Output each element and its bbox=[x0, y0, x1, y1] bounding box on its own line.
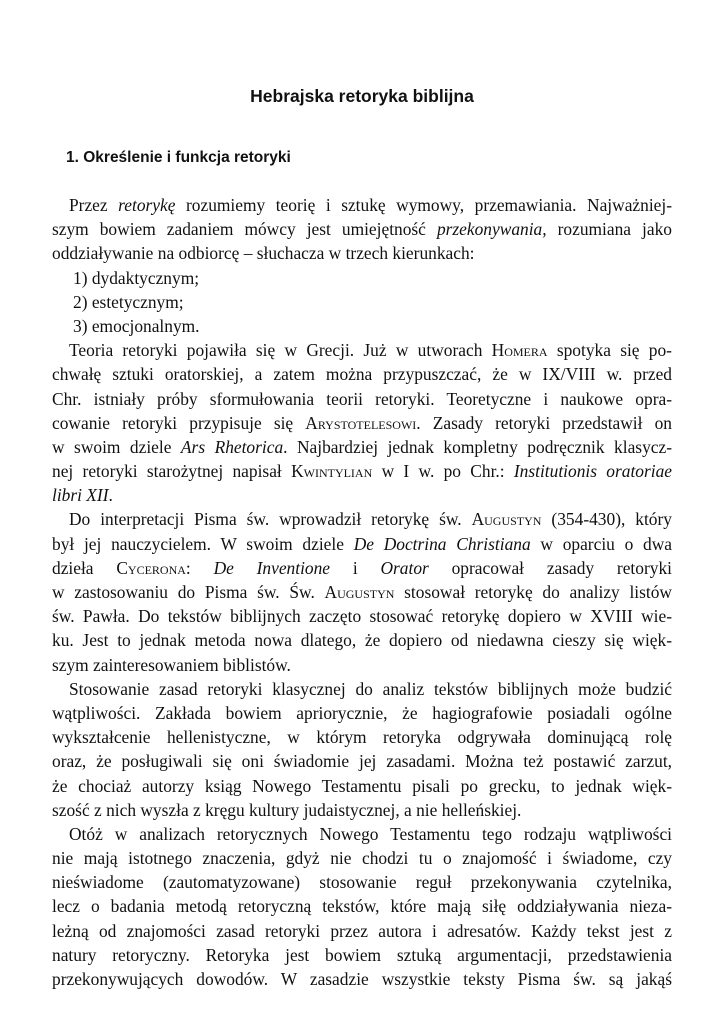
text-run: . Najbardziej jednak kompletny podręcznik klasycz- bbox=[283, 436, 672, 457]
text-run: . bbox=[108, 485, 113, 506]
text-run: wątpliwości. Zakłada bowiem apriorycznie, że hagiografowie posiadali ogólne bbox=[52, 702, 672, 723]
text-run: Przez bbox=[69, 195, 119, 215]
text-run: był jej nauczycielem. W swoim dziele bbox=[52, 533, 354, 554]
text-run: dzieła bbox=[52, 557, 117, 578]
text-run: przekonywujących dowodów. W zasadzie wszystkie teksty Pisma św. są jakąś bbox=[52, 969, 672, 989]
document-title: Hebrajska retoryka biblijna bbox=[250, 86, 474, 106]
text-run: św. Pawła. Do tekstów biblijnych zaczęto stosować retorykę dopiero w XVIII wie- bbox=[52, 606, 672, 627]
list-item: 3) emocjonalnym. bbox=[73, 315, 200, 336]
text-run: Teoria retoryki pojawiła się w Grecji. Już w utworach bbox=[69, 340, 492, 361]
text-line bbox=[52, 241, 672, 265]
text-run: stosował retorykę do analizy listów bbox=[394, 582, 672, 602]
text-run: w oparciu o dwa bbox=[530, 533, 672, 554]
text-line bbox=[52, 628, 672, 652]
text-run: cowanie retoryki przypisuje się bbox=[52, 412, 306, 433]
emphasis-text: De Inventione bbox=[213, 557, 331, 578]
text-run: szość z nich wyszła z kręgu kultury judaistycznej, a nie helleńskiej. bbox=[52, 799, 522, 820]
author-name: Cycerona bbox=[116, 557, 186, 578]
text-run: szym zainteresowaniem biblistów. bbox=[52, 654, 291, 675]
text-run: leżną od znajomości zasad retoryki przez autora i adresatów. Każdy tekst jest z bbox=[52, 920, 672, 941]
text-run: wykształcenie hellenistyczne, w którym retoryka odgrywała dominującą rolę bbox=[52, 727, 672, 748]
author-name: Homera bbox=[491, 340, 548, 361]
text-run: rozumiana jako bbox=[546, 219, 672, 240]
text-line bbox=[52, 483, 672, 507]
emphasis-text: Ars Rhetorica bbox=[180, 436, 284, 457]
text-run: szym bowiem zadaniem mówcy jest umiejętność bbox=[52, 219, 437, 240]
author-name: Augustyn bbox=[324, 582, 395, 602]
text-line bbox=[52, 701, 672, 725]
text-run: oddziaływanie na odbiorcę – słuchacza w trzech kierunkach: bbox=[52, 243, 475, 264]
text-line bbox=[52, 338, 672, 362]
text-line bbox=[52, 532, 672, 556]
emphasis-text: retorykę bbox=[118, 195, 176, 215]
text-line bbox=[52, 677, 672, 701]
document-body bbox=[52, 193, 672, 991]
text-run: oraz, że posługiwali się oni świadomie jej zasadami. Można też postawić zarzut, bbox=[52, 751, 672, 772]
text-run: (354-430), który bbox=[541, 509, 672, 530]
text-line bbox=[52, 556, 672, 580]
text-line bbox=[52, 459, 672, 483]
author-name: Arystotelesowi bbox=[305, 412, 417, 433]
text-line bbox=[52, 653, 672, 677]
text-run: Otóż w analizach retorycznych Nowego Testamentu tego rodzaju wątpliwości bbox=[69, 823, 672, 844]
text-line bbox=[52, 435, 672, 459]
text-run: że chociaż autorzy ksiąg Nowego Testamentu pisali po grecku, to jednak więk- bbox=[52, 775, 672, 796]
text-line bbox=[52, 919, 672, 943]
text-line bbox=[52, 387, 672, 411]
text-line bbox=[52, 846, 672, 870]
text-line bbox=[52, 798, 672, 822]
text-run: i bbox=[330, 557, 381, 578]
intro-paragraph bbox=[52, 193, 672, 266]
text-line bbox=[52, 217, 672, 241]
text-line bbox=[52, 774, 672, 798]
text-run: w zastosowaniu do Pisma św. Św. bbox=[52, 582, 325, 602]
text-line bbox=[52, 411, 672, 435]
text-run: nie mają istotnego znaczenia, gdyż nie chodzi tu o znajomość i świadome, czy bbox=[52, 848, 672, 869]
emphasis-text: Orator bbox=[380, 557, 429, 578]
text-run: natury retoryczny. Retoryka jest bowiem sztuką argumentacji, przedstawienia bbox=[52, 944, 672, 965]
text-run: lecz o badania metodą retoryczną tekstów, które mają siłę oddziaływania nieza- bbox=[52, 896, 672, 917]
text-run: nieświadome (zautomatyzowane) stosowanie reguł przekonywania czytelnika, bbox=[52, 872, 672, 893]
text-run: chwałę sztuki oratorskiej, a zatem można przypuszczać, że w IX/VIII w. przed bbox=[52, 364, 672, 385]
emphasis-text: De Doctrina Christiana bbox=[353, 533, 531, 554]
text-line bbox=[52, 894, 672, 918]
text-line bbox=[52, 193, 672, 217]
section-heading: 1. Określenie i funkcja retoryki bbox=[66, 149, 291, 166]
text-line bbox=[52, 725, 672, 749]
list-item: 2) estetycznym; bbox=[73, 291, 184, 312]
text-line bbox=[52, 507, 672, 531]
emphasis-text: przekonywania, bbox=[436, 219, 547, 240]
text-line bbox=[52, 870, 672, 894]
text-run: Stosowanie zasad retoryki klasycznej do analiz tekstów biblijnych może budzić bbox=[69, 678, 672, 699]
text-run: . Zasady retoryki przedstawił on bbox=[416, 412, 672, 433]
text-line bbox=[52, 822, 672, 846]
list-item: 1) dydaktycznym; bbox=[73, 267, 200, 288]
text-line bbox=[52, 604, 672, 628]
text-run: spotyka się po- bbox=[547, 340, 672, 361]
author-name: Augustyn bbox=[471, 509, 542, 530]
text-run: opracował zasady retoryki bbox=[428, 557, 672, 578]
text-line bbox=[52, 943, 672, 967]
body-paragraphs bbox=[52, 338, 672, 991]
text-run: Do interpretacji Pisma św. wprowadził retorykę św. bbox=[69, 509, 472, 530]
text-line bbox=[52, 749, 672, 773]
text-run: nej retoryki starożytnej napisał bbox=[52, 461, 292, 482]
text-run: Chr. istniały próby sformułowania teorii retoryki. Teoretyczne i naukowe opra- bbox=[52, 388, 672, 409]
text-run: : bbox=[185, 557, 214, 578]
emphasis-text: libri XII bbox=[52, 485, 109, 506]
numbered-list bbox=[52, 266, 672, 339]
text-line bbox=[52, 580, 672, 604]
emphasis-text: Institutionis oratoriae bbox=[513, 461, 672, 482]
text-run: ku. Jest to jednak metoda nowa dlatego, że dopiero od niedawna cieszy się więk- bbox=[52, 630, 672, 651]
text-line bbox=[52, 362, 672, 386]
author-name: Kwintylian bbox=[291, 461, 373, 482]
text-run: rozumiemy teorię i sztukę wymowy, przemawiania. Najważniej- bbox=[175, 195, 673, 215]
text-run: w swoim dziele bbox=[52, 436, 181, 457]
text-run: w I w. po Chr.: bbox=[372, 461, 514, 482]
text-line bbox=[52, 967, 672, 991]
